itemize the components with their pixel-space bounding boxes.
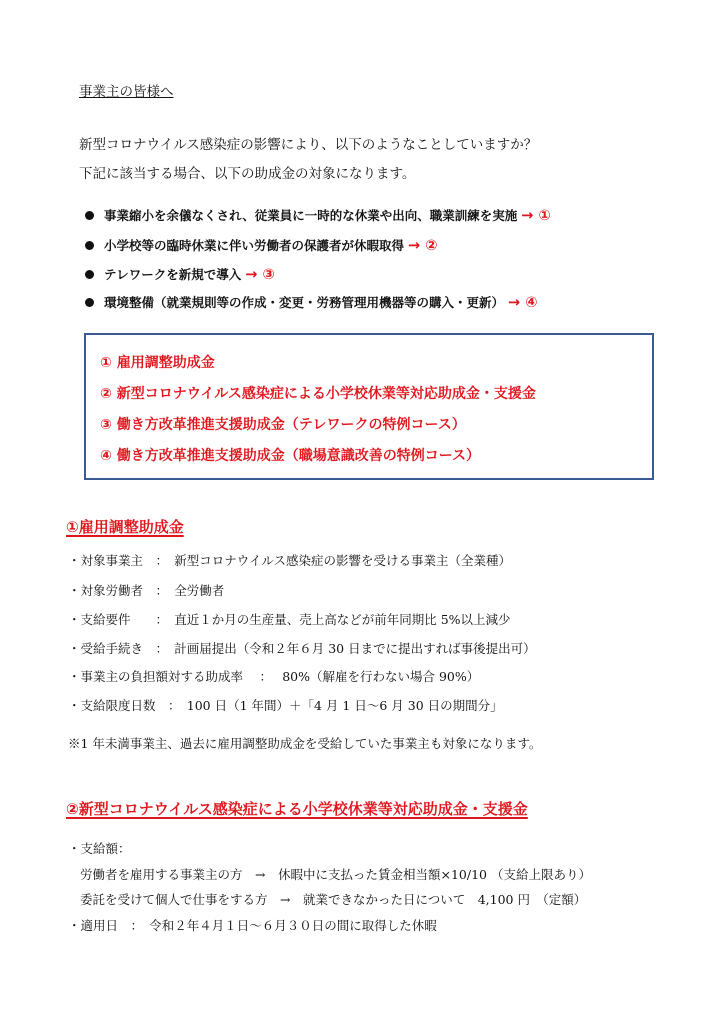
intro-line-1: 新型コロナウイルス感染症の影響により、以下のようなことしていますか？	[79, 137, 538, 153]
bullet-dot-icon	[85, 270, 94, 279]
bullet-item	[85, 206, 551, 224]
section1-item: ・支給限度日数 ： 100 日（1 年間）＋「4 月 1 日～6 月 30 日の期間分」	[68, 698, 503, 713]
section1-item: ・対象事業主 ： 新型コロナウイルス感染症の影響を受ける事業主（全業種）	[68, 553, 512, 568]
program-item: ③ 働き方改革推進支援助成金（テレワークの特例コース）	[100, 417, 466, 433]
bullet-arrow: → ②	[408, 238, 438, 254]
bullet-dot-icon	[85, 298, 94, 307]
section1-item: ・受給手続き ： 計画届提出（令和２年６月 30 日までに提出すれば事後提出可）	[68, 641, 536, 656]
section2-line: 労働者を雇用する事業主の方 → 休暇中に支払った賃金相当額×10/10 （支給上限あり）	[80, 867, 591, 882]
bullet-text: テレワークを新規で導入	[104, 267, 242, 282]
bullet-dot-icon	[85, 241, 94, 250]
program-item: ④ 働き方改革推進支援助成金（職場意識改善の特例コース）	[100, 448, 481, 464]
bullet-item	[85, 236, 438, 254]
section1-title: ①雇用調整助成金	[66, 518, 184, 536]
bullet-dot-icon	[85, 211, 94, 220]
section1-item: ・事業主の負担額対する助成率 ： 80%（解雇を行わない場合 90%）	[68, 669, 480, 684]
bullet-item	[85, 265, 275, 283]
section1-note: ※1 年未満事業主、過去に雇用調整助成金を受給していた事業主も対象になります。	[68, 736, 542, 751]
bullet-arrow: → ③	[245, 267, 275, 283]
section2-title: ②新型コロナウイルス感染症による小学校休業等対応助成金・支援金	[66, 800, 528, 818]
section2-line: ・適用日 ： 令和２年４月１日～６月３０日の間に取得した休暇	[68, 918, 437, 933]
greeting: 事業主の皆様へ	[79, 84, 174, 100]
section2-line: 委託を受けて個人で仕事をする方 → 就業できなかった日について 4,100 円 （定額）	[80, 892, 587, 907]
section1-item: ・対象労働者 ： 全労働者	[68, 583, 225, 598]
section1-item: ・支給要件 ： 直近１か月の生産量、売上高などが前年同期比 5%以上減少	[68, 612, 511, 627]
bullet-item	[85, 293, 538, 311]
bullet-arrow: → ④	[508, 295, 538, 311]
bullet-text: 小学校等の臨時休業に伴い労働者の保護者が休暇取得	[104, 238, 405, 253]
bullet-arrow: → ①	[521, 208, 551, 224]
section2-line: ・支給額：	[68, 841, 131, 856]
bullet-text: 環境整備（就業規則等の作成・変更・労務管理用機器等の購入・更新）	[104, 295, 505, 310]
intro-line-2: 下記に該当する場合、以下の助成金の対象になります。	[79, 166, 416, 182]
program-item: ① 雇用調整助成金	[100, 355, 215, 371]
bullet-text: 事業縮小を余儀なくされ、従業員に一時的な休業や出向、職業訓練を実施	[104, 208, 518, 223]
program-item: ② 新型コロナウイルス感染症による小学校休業等対応助成金・支援金	[100, 386, 536, 402]
